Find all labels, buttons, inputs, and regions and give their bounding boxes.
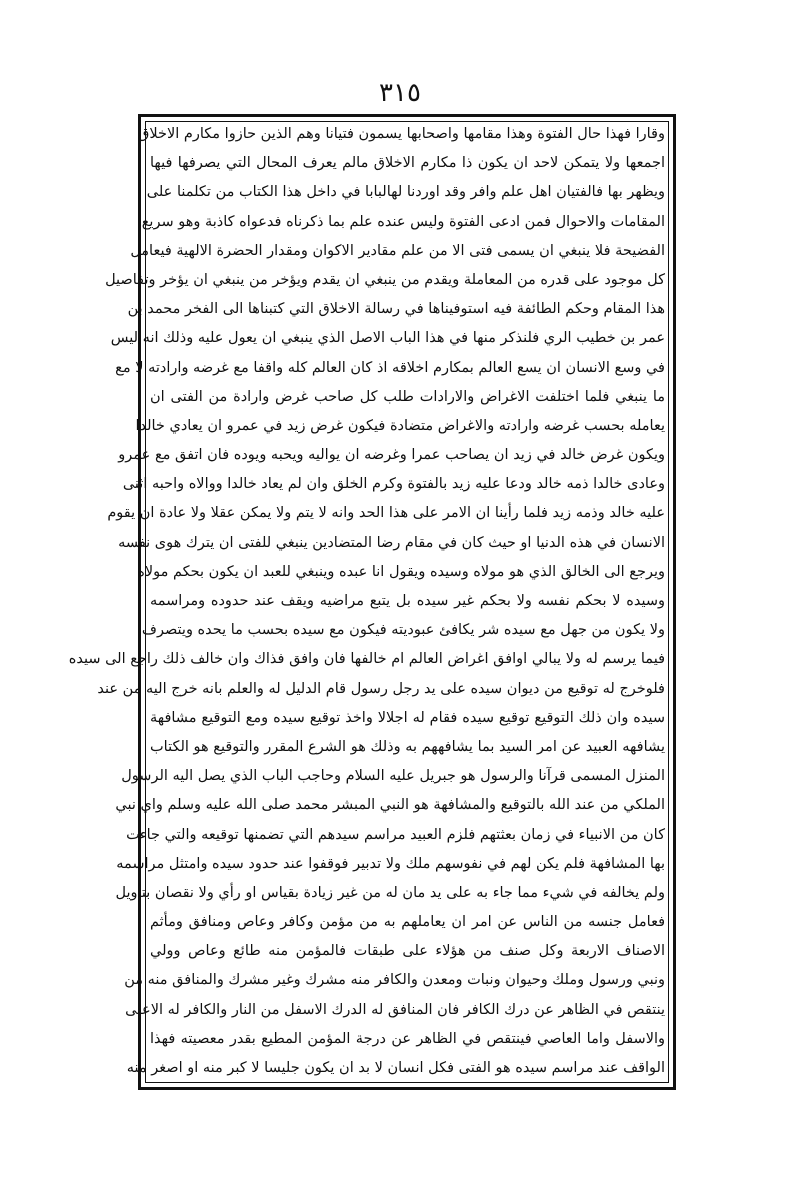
text-line: والاسفل واما العاصي فينتقص في الظاهر عن درجة المؤمن المطيع بقدر معصيته فهذا — [150, 1030, 665, 1047]
text-line: ويظهر بها فالفتيان اهل علم وافر وقد اوردنا لهالبابا في داخل هذا الكتاب من تكلمنا على — [146, 184, 665, 201]
text-line: ولم يخالفه في شيء مما جاء به على يد مان له من غير زيادة بقياس او رأي ولا نقصان بتأويل — [115, 884, 665, 901]
text-line: الانسان في هذه الدنيا او حيث كان في مقام رضا المتضادين ينبغي للفتى ان يترك هوى نفسه — [118, 534, 665, 551]
text-line: ويرجع الى الخالق الذي هو مولاه وسيده ويقول انا عبده وينبغي للعبد ان يكون بحكم مولاه — [137, 563, 665, 580]
text-line: كل موجود على قدره من المعاملة ويقدم من ينبغي ان يقدم ويؤخر من ينبغي ان يؤخر وتفاصيل — [105, 271, 665, 288]
text-line: ما ينبغي فلما اختلفت الاغراض والارادات طلب كل صاحب غرض وارادة من الفتى ان — [150, 388, 665, 405]
text-line: في وسع الانسان ان يسع العالم بمكارم اخلاقه اذ كان العالم كله واقفا مع غرضه وارادته لا مع — [115, 359, 665, 376]
text-line: ونبي ورسول وملك وحيوان ونبات ومعدن والكافر منه مشرك وغير مشرك والمنافق منه من — [124, 972, 665, 989]
text-line: ينتقص في الظاهر عن درك الكافر فان المنافق له الدرك الاسفل من النار والكافر له الاعلى — [125, 1001, 665, 1018]
text-line: اجمعها ولا يتمكن لاحد ان يكون ذا مكارم الاخلاق مالم يعرف المحال التي يصرفها فيها — [150, 155, 665, 172]
text-line: الاصناف الاربعة وكل صنف من هؤلاء على طبقات فالمؤمن منه طائع وعاص وولي — [150, 943, 665, 960]
text-line: فيما يرسم له ولا يبالي اوافق اغراض العالم ام خالفها فان وافق فذاك وان خالف ذلك راجع الى سيده — [68, 651, 665, 668]
text-line: عمر بن خطيب الري فلنذكر منها في هذا الباب الاصل الذي ينبغي ان يعول عليه وذلك انه ليس — [110, 330, 665, 347]
text-line: المنزل المسمى قرآنا والرسول هو جبريل عليه السلام وحاجب الباب الذي يصل اليه الرسول — [121, 768, 665, 785]
text-line: هذا المقام وحكم الطائفة فيه استوفيناها في رسالة الاخلاق التي كتبناها الى الفخر محمد بن — [127, 301, 665, 318]
text-line: وقارا فهذا حال الفتوة وهذا مقامها واصحابها يسمون فتيانا وهم الذين حازوا مكارم الاخلاق — [138, 126, 665, 142]
text-line: وسيده لا بحكم نفسه ولا بحكم غير سيده بل يتبع مراضيه ويقف عند حدوده ومراسمه — [150, 593, 665, 609]
page-number: ٣١٥ — [379, 78, 421, 108]
text-line: سيده وان ذلك التوقيع توقيع سيده فقام له اجلالا واخذ توقيع سيده ومع التوقيع مشافهة — [150, 709, 665, 726]
text-line: يشافهه العبيد عن امر السيد بما يشافههم به وذلك هو الشرع المقرر والتوقيع هو الكتاب — [150, 738, 665, 755]
text-line: الواقف عند مراسم سيده هو الفتى فكل انسان لا بد ان يكون جليسا لا كبر منه او اصغر منه — [126, 1060, 665, 1076]
text-line: ولا يكون من جهل مع سيده شر يكافئ عبوديته فيكون مع سيده بحسب ما يحده ويتصرف — [141, 622, 665, 639]
text-line: ويكون غرض خالد في زيد ان يصاحب عمرا وغرضه ان يواليه ويحبه ويوده فان اتفق مع عمرو — [118, 447, 665, 464]
text-line: فلوخرج له توقيع من ديوان سيده على يد رجل رسول قام الدليل له والعلم بانه خرج اليه من عند — [97, 680, 665, 697]
text-line: الملكي من عند الله بالتوقيع والمشافهة هو النبي المبشر محمد صلى الله عليه وسلم واي نبي — [115, 797, 665, 814]
text-line: وعادى خالدا ذمه خالد ودعا عليه زيد بالفتوة وكرم الخلق وان لم يعاد خالدا ووالاه واحبه اثنى — [122, 476, 665, 493]
text-line: الفضيحة فلا ينبغي ان يسمى فتى الا من علم مقادير الاكوان ومقدار الحضرة الالهية فيعامل — [130, 242, 665, 259]
text-line: المقامات والاحوال فمن ادعى الفتوة وليس عنده علم بما ذكرناه فدعواه كاذبة وهو سريع — [141, 213, 665, 230]
text-line: فعامل جنسه من الناس عن امر ان يعاملهم به من مؤمن وكافر وعاص ومنافق ومأثم — [150, 914, 665, 931]
text-line: كان من الانبياء في زمان بعثتهم فلزم العبيد مراسم سيدهم التي تضمنها توقيعه والتي جاءت — [126, 826, 665, 843]
text-line: عليه خالد وذمه زيد فلما رأينا ان الامر على هذا الحد وانه لا يتم ولا يمكن عقلا ولا عادة ان يقوم — [107, 505, 665, 522]
text-line: يعامله بحسب غرضه وارادته والاغراض متضادة فيكون غرض زيد في عمرو ان يعادي خالدا — [135, 417, 665, 434]
body-text — [68, 120, 665, 1082]
text-line: بها المشافهة فلم يكن لهم في نفوسهم ملك ولا تدبير فوقفوا عند حدود سيده وامتثل مراسمه — [116, 855, 665, 872]
